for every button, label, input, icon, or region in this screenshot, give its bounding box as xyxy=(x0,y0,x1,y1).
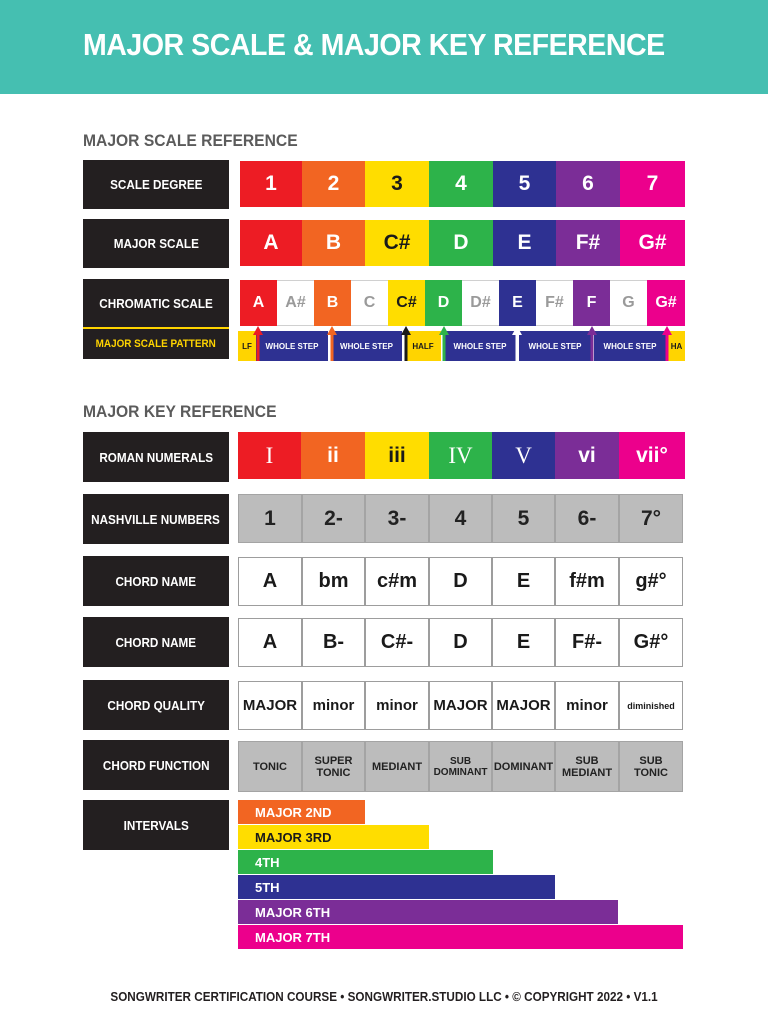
nashville-number: 7° xyxy=(619,494,683,543)
major-scale-note: C# xyxy=(365,220,429,266)
chord-name: E xyxy=(492,618,555,667)
pattern-segment: HALF xyxy=(405,331,441,361)
chromatic-note: A xyxy=(240,280,277,326)
roman-numeral: iii xyxy=(365,432,429,479)
chord-name: E xyxy=(492,557,555,606)
scale-degree-cell: 6 xyxy=(556,161,620,207)
interval-bar-major-7th: MAJOR 7TH xyxy=(238,925,683,949)
arrow-head xyxy=(662,326,672,335)
chord-name: F#- xyxy=(555,618,619,667)
scale-degree-cell: 7 xyxy=(620,161,685,207)
roman-numeral: vi xyxy=(555,432,619,479)
pattern-segment: HA xyxy=(668,331,685,361)
interval-bar-5th: 5TH xyxy=(238,875,555,899)
row-label-major-scale-pattern: MAJOR SCALE PATTERN xyxy=(83,329,229,359)
chord-function: SUB MEDIANT xyxy=(555,741,619,792)
arrow-head xyxy=(253,326,263,335)
chord-function: SUB TONIC xyxy=(619,741,683,792)
pattern-segment: WHOLE STEP xyxy=(331,331,402,361)
chord-name-row-2 xyxy=(238,618,683,667)
chromatic-note: E xyxy=(499,280,536,326)
page-title: MAJOR SCALE & MAJOR KEY REFERENCE xyxy=(83,27,665,62)
row-label-intervals: INTERVALS xyxy=(83,800,229,850)
chromatic-note: A# xyxy=(277,280,314,326)
chromatic-note: D# xyxy=(462,280,499,326)
chromatic-note: C xyxy=(351,280,388,326)
chromatic-note: G# xyxy=(647,280,685,326)
major-scale-note: D xyxy=(429,220,493,266)
arrow-head xyxy=(439,326,449,335)
chord-name: A xyxy=(238,618,302,667)
arrow-head xyxy=(512,326,522,335)
interval-bar-major-6th: MAJOR 6TH xyxy=(238,900,618,924)
roman-numeral: vii° xyxy=(619,432,685,479)
chord-function: MEDIANT xyxy=(365,741,429,792)
chord-quality: minor xyxy=(365,681,429,730)
chromatic-note: F xyxy=(573,280,610,326)
nashville-number: 5 xyxy=(492,494,555,543)
nashville-number: 6- xyxy=(555,494,619,543)
row-label-chord-function: CHORD FUNCTION xyxy=(83,740,229,790)
major-scale-pattern-bar xyxy=(238,331,685,361)
scale-degree-cell: 1 xyxy=(240,161,302,207)
pattern-segment: WHOLE STEP xyxy=(444,331,516,361)
interval-bar-major-2nd: MAJOR 2ND xyxy=(238,800,365,824)
interval-bar-4th: 4TH xyxy=(238,850,493,874)
chord-name: G#° xyxy=(619,618,683,667)
pattern-segment: WHOLE STEP xyxy=(519,331,591,361)
pattern-segment: WHOLE STEP xyxy=(594,331,666,361)
row-label-chord-name: CHORD NAME xyxy=(83,556,229,606)
pattern-segment: LF xyxy=(238,331,256,361)
pattern-arrows xyxy=(238,325,685,361)
chord-name-row-1 xyxy=(238,557,683,606)
row-label-chord-quality: CHORD QUALITY xyxy=(83,680,229,730)
chord-name: f#m xyxy=(555,557,619,606)
major-scale-note: E xyxy=(493,220,556,266)
scale-degree-cell: 4 xyxy=(429,161,493,207)
nashville-number: 1 xyxy=(238,494,302,543)
scale-degree-row xyxy=(240,161,685,207)
chord-name: C#- xyxy=(365,618,429,667)
major-scale-note: F# xyxy=(556,220,620,266)
chromatic-note: G xyxy=(610,280,647,326)
section-title-scale: MAJOR SCALE REFERENCE xyxy=(83,131,298,150)
chromatic-note: F# xyxy=(536,280,573,326)
footer xyxy=(0,989,768,1004)
nashville-number: 3- xyxy=(365,494,429,543)
scale-degree-cell: 3 xyxy=(365,161,429,207)
arrow-head xyxy=(587,326,597,335)
nashville-number: 2- xyxy=(302,494,365,543)
roman-numeral: I xyxy=(238,432,301,479)
chromatic-note: C# xyxy=(388,280,425,326)
chromatic-scale-row xyxy=(240,280,685,326)
roman-numeral: V xyxy=(492,432,555,479)
chord-quality: MAJOR xyxy=(238,681,302,730)
row-label-chromatic-scale: CHROMATIC SCALE xyxy=(83,279,229,327)
row-label-chord-name-alt: CHORD NAME xyxy=(83,617,229,667)
chord-name: D xyxy=(429,618,492,667)
chord-function: TONIC xyxy=(238,741,302,792)
chord-name: g#° xyxy=(619,557,683,606)
scale-degree-cell: 5 xyxy=(493,161,556,207)
section-title-key: MAJOR KEY REFERENCE xyxy=(83,402,277,421)
chord-name: A xyxy=(238,557,302,606)
arrow-head xyxy=(327,326,337,335)
chord-quality: MAJOR xyxy=(429,681,492,730)
chord-function: SUPER TONIC xyxy=(302,741,365,792)
chord-name: B- xyxy=(302,618,365,667)
chord-quality: minor xyxy=(555,681,619,730)
interval-bar-major-3rd: MAJOR 3RD xyxy=(238,825,429,849)
chord-function-row xyxy=(238,741,683,792)
major-scale-row xyxy=(240,220,685,266)
arrow-head xyxy=(401,326,411,335)
chromatic-note: D xyxy=(425,280,462,326)
major-scale-note: A xyxy=(240,220,302,266)
chord-name: bm xyxy=(302,557,365,606)
pattern-segment: WHOLE STEP xyxy=(256,331,328,361)
row-label-roman-numerals: ROMAN NUMERALS xyxy=(83,432,229,482)
nashville-numbers-row xyxy=(238,494,683,543)
roman-numeral: ii xyxy=(301,432,365,479)
row-label-scale-degree: SCALE DEGREE xyxy=(83,160,229,209)
chord-quality: minor xyxy=(302,681,365,730)
major-scale-note: B xyxy=(302,220,365,266)
footer-text: SONGWRITER CERTIFICATION COURSE • SONGWRITER.STUDIO LLC • © COPYRIGHT 2022 • V1.1 xyxy=(110,989,658,1004)
chord-quality: MAJOR xyxy=(492,681,555,730)
chord-quality-row xyxy=(238,681,683,730)
chord-name: c#m xyxy=(365,557,429,606)
roman-numerals-row xyxy=(238,432,685,479)
row-label-nashville-numbers: NASHVILLE NUMBERS xyxy=(83,494,229,544)
chord-function: SUB DOMINANT xyxy=(429,741,492,792)
chromatic-note: B xyxy=(314,280,351,326)
chord-quality: diminished xyxy=(619,681,683,730)
row-label-major-scale: MAJOR SCALE xyxy=(83,219,229,268)
roman-numeral: IV xyxy=(429,432,492,479)
chord-name: D xyxy=(429,557,492,606)
scale-degree-cell: 2 xyxy=(302,161,365,207)
chord-function: DOMINANT xyxy=(492,741,555,792)
nashville-number: 4 xyxy=(429,494,492,543)
major-scale-note: G# xyxy=(620,220,685,266)
